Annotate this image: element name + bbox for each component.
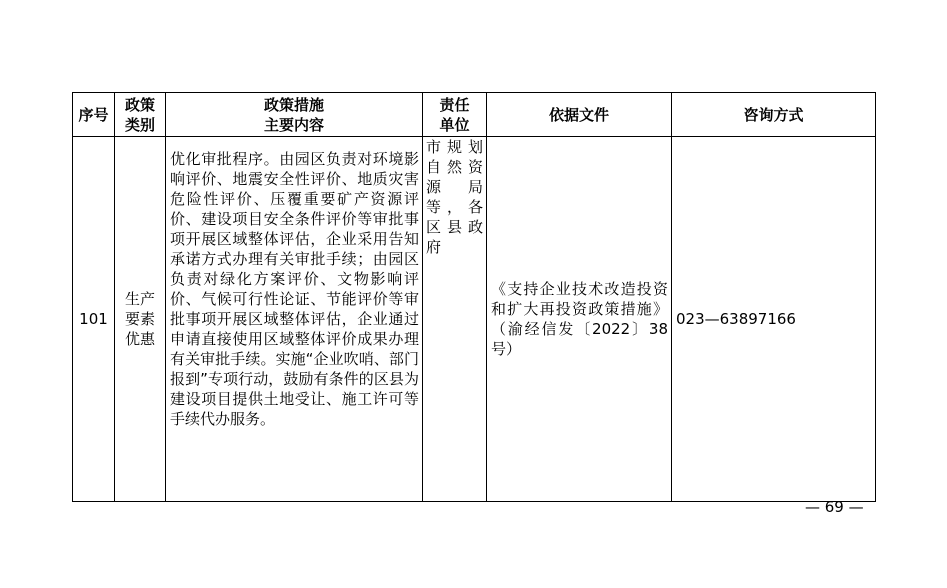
- header-contact-label: 咨询方式: [743, 105, 804, 124]
- header-content: [166, 93, 423, 137]
- table-header-row: [73, 93, 876, 137]
- header-basis: [487, 93, 672, 137]
- header-category: [115, 93, 166, 137]
- cell-basis: 《支持企业技术改造投资和扩大再投资政策措施》（渝经信发〔2022〕38 号）: [487, 137, 672, 502]
- cell-category: [115, 137, 166, 502]
- header-dept: [423, 93, 487, 137]
- cell-contact: 023—63897166: [672, 137, 876, 502]
- cell-content: 优化审批程序。由园区负责对环境影响评价、地震安全性评价、地质灾害危险性评价、压覆重要矿产资源评价、建设项目安全条件评价等审批事项开展区域整体评估，企业采用告知承诺方式办理有关审批手续；由园区负责对绿化方案评价、文物影响评价、气候可行性论证、节能评价等审批事项开展区域整体评估，企业通过申请直接使用区域整体评价成果办理有关审批手续。实施“企业吹哨、部门报到”专项行动，鼓励有条件的区县为建设项目提供土地受让、施工许可等手续代办服务。: [166, 137, 423, 502]
- header-category-line-1: 政策: [124, 95, 155, 114]
- header-contact: [672, 93, 876, 137]
- policy-table: [72, 92, 876, 502]
- header-dept-line-2: 单位: [439, 115, 470, 134]
- header-category-line-2: 类别: [124, 115, 155, 134]
- category-text: 生产要素优惠: [124, 290, 155, 348]
- header-content-line-1: 政策措施: [263, 95, 324, 114]
- page-number: — 69 —: [805, 498, 864, 516]
- cell-dept: 市规划自然资源局等，各区县政府: [423, 137, 487, 502]
- header-no-label: 序号: [78, 105, 109, 124]
- header-dept-line-1: 责任: [439, 95, 470, 114]
- header-basis-label: 依据文件: [548, 105, 609, 124]
- table-row: [73, 137, 876, 502]
- header-no: [73, 93, 115, 137]
- header-content-line-2: 主要内容: [263, 115, 324, 134]
- cell-no: 101: [73, 137, 115, 502]
